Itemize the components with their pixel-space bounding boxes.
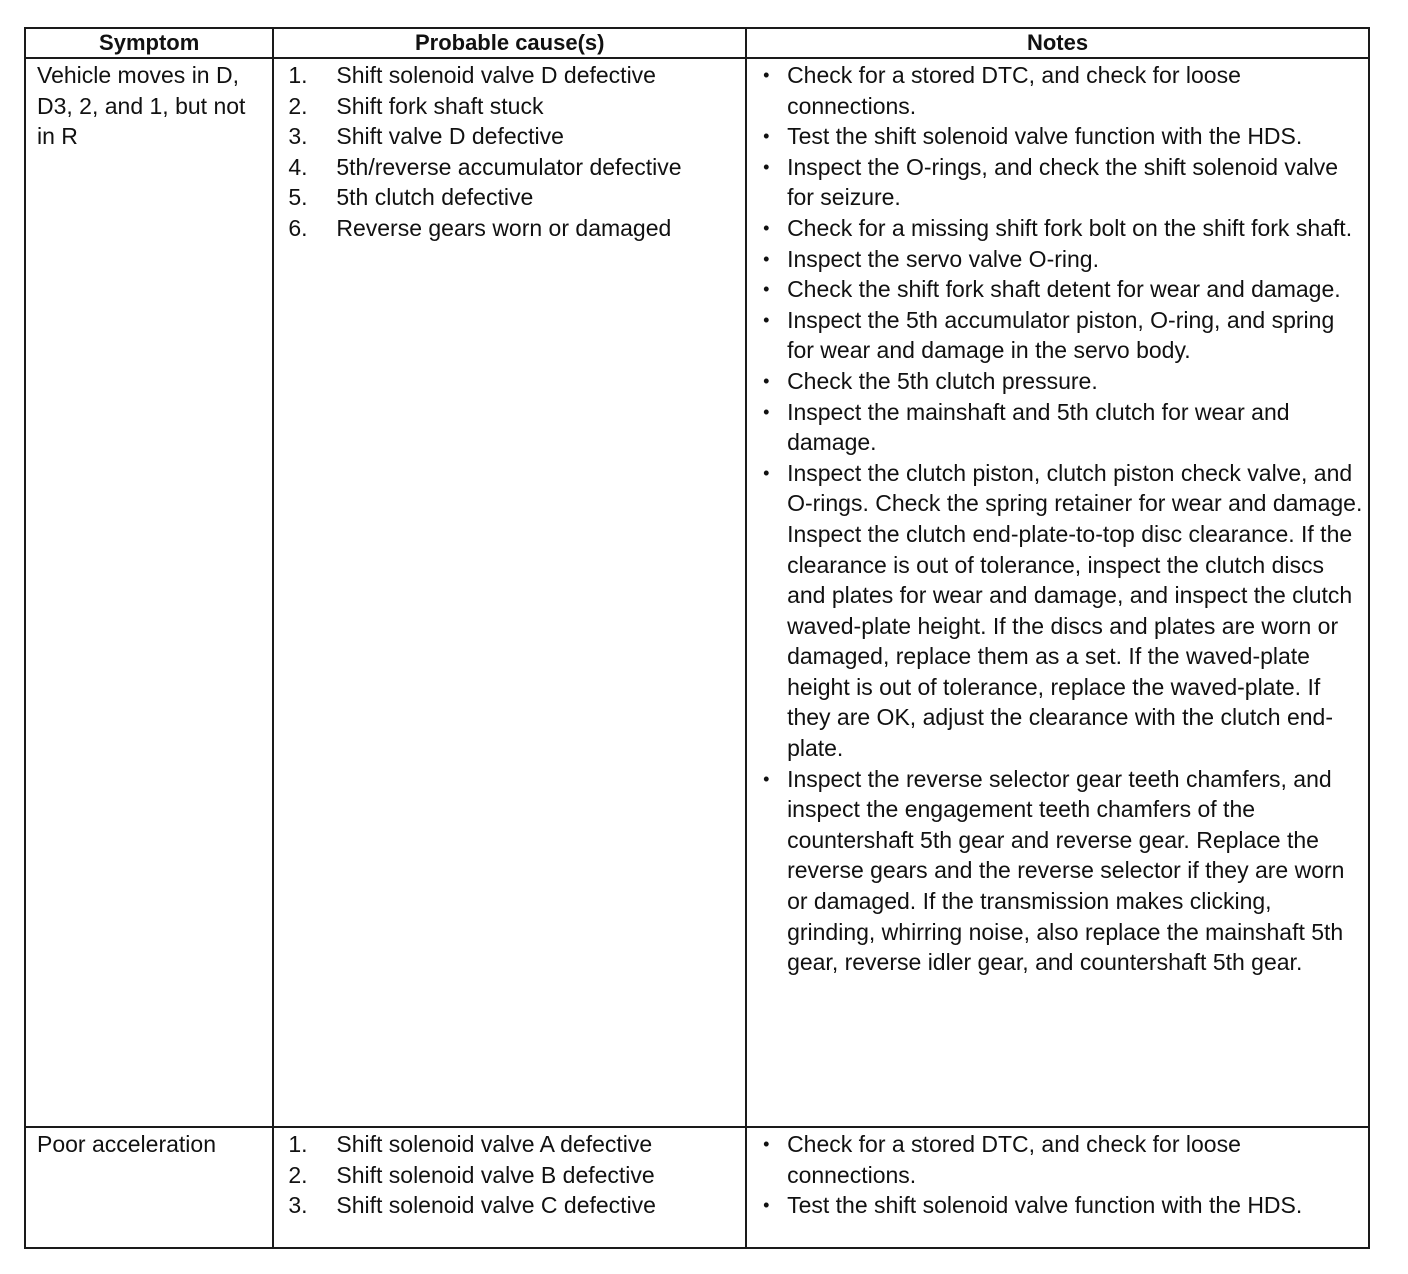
notes-cell xyxy=(746,58,1369,1127)
cause-number: 5. xyxy=(288,184,308,211)
cause-text: Shift fork shaft stuck xyxy=(336,92,544,119)
causes-cell xyxy=(273,58,746,1127)
causes-list xyxy=(288,1129,741,1221)
note-text: Inspect the servo valve O-ring. xyxy=(787,245,1099,272)
symptom-cell: Vehicle moves in D, D3, 2, and 1, but not in R xyxy=(25,58,273,1127)
header-symptom: Symptom xyxy=(25,28,273,58)
cause-number: 6. xyxy=(288,214,308,241)
header-notes: Notes xyxy=(746,28,1369,58)
note-item xyxy=(761,60,1364,121)
note-text: Inspect the clutch piston, clutch piston check valve, and O-rings. Check the spring retainer for wear and damage. Inspect the clutch end-plate-to-top disc clearance. If the clearance is out of tolerance, inspect the clutch discs and plates for wear and damage, and inspect the clutch waved-plate height. If the discs and plates are worn or damaged, replace them as a set. If the waved-plate height is out of tolerance, replace the waved-plate. If they are OK, adjust the clearance with the clutch end-plate. xyxy=(787,459,1363,762)
cause-item xyxy=(288,121,741,152)
causes-list xyxy=(288,60,741,244)
cause-text: Shift valve D defective xyxy=(336,123,564,150)
note-item xyxy=(761,274,1364,305)
note-text: Test the shift solenoid valve function with the HDS. xyxy=(787,1192,1303,1219)
bullet-icon: • xyxy=(763,1195,770,1216)
bullet-icon: • xyxy=(763,156,770,177)
note-item xyxy=(761,764,1364,978)
cause-number: 2. xyxy=(288,92,308,119)
cause-text: Shift solenoid valve D defective xyxy=(336,62,656,88)
table-row xyxy=(25,58,1369,1127)
bullet-icon: • xyxy=(763,126,770,147)
note-item xyxy=(761,244,1364,275)
cause-number: 4. xyxy=(288,153,308,180)
cause-number: 2. xyxy=(288,1161,308,1188)
bullet-icon: • xyxy=(763,462,770,483)
table-header-row xyxy=(25,28,1369,58)
cause-item xyxy=(288,1129,741,1160)
note-text: Inspect the 5th accumulator piston, O-ring, and spring for wear and damage in the servo body. xyxy=(787,306,1335,364)
note-item xyxy=(761,1129,1364,1190)
note-text: Check for a missing shift fork bolt on the shift fork shaft. xyxy=(787,214,1353,241)
cause-item xyxy=(288,1190,741,1221)
cause-number: 1. xyxy=(288,62,308,88)
notes-list xyxy=(761,60,1364,978)
cause-item xyxy=(288,152,741,183)
cause-text: 5th/reverse accumulator defective xyxy=(336,153,682,180)
cause-item xyxy=(288,1160,741,1191)
cause-text: Shift solenoid valve C defective xyxy=(336,1192,656,1219)
note-item xyxy=(761,213,1364,244)
cause-text: 5th clutch defective xyxy=(336,184,534,211)
note-text: Inspect the mainshaft and 5th clutch for wear and damage. xyxy=(787,398,1290,456)
bullet-icon: • xyxy=(763,768,770,789)
cause-item xyxy=(288,213,741,244)
bullet-icon: • xyxy=(763,370,770,391)
cause-item xyxy=(288,60,741,91)
bullet-icon: • xyxy=(763,279,770,300)
note-text: Check the shift fork shaft detent for wear and damage. xyxy=(787,276,1341,303)
note-text: Inspect the O-rings, and check the shift solenoid valve for seizure. xyxy=(787,153,1339,211)
note-text: Check for a stored DTC, and check for loose connections. xyxy=(787,62,1241,119)
cause-text: Reverse gears worn or damaged xyxy=(336,214,672,241)
bullet-icon: • xyxy=(763,401,770,422)
note-item xyxy=(761,397,1364,458)
bullet-icon: • xyxy=(763,65,770,85)
troubleshooting-table xyxy=(24,27,1370,1249)
cause-item xyxy=(288,182,741,213)
note-item xyxy=(761,458,1364,764)
note-item xyxy=(761,152,1364,213)
notes-list xyxy=(761,1129,1364,1221)
note-item xyxy=(761,1190,1364,1221)
header-probable-causes: Probable cause(s) xyxy=(273,28,746,58)
note-text: Inspect the reverse selector gear teeth chamfers, and inspect the engagement teeth chamfers of the countershaft 5th gear and reverse gear. Replace the reverse gears and the reverse selector if they are worn or damaged. If the transmission makes clicking, grinding, whirring noise, also replace the mainshaft 5th gear, reverse idler gear, and countershaft 5th gear. xyxy=(787,765,1345,976)
bullet-icon: • xyxy=(763,217,770,238)
cause-text: Shift solenoid valve A defective xyxy=(336,1131,653,1157)
bullet-icon: • xyxy=(763,309,770,330)
table-row xyxy=(25,1127,1369,1248)
note-text: Check the 5th clutch pressure. xyxy=(787,367,1098,394)
notes-cell xyxy=(746,1127,1369,1248)
cause-item xyxy=(288,91,741,122)
note-text: Test the shift solenoid valve function with the HDS. xyxy=(787,123,1303,150)
cause-number: 1. xyxy=(288,1131,308,1157)
bullet-icon: • xyxy=(763,1134,770,1154)
note-text: Check for a stored DTC, and check for loose connections. xyxy=(787,1131,1241,1188)
causes-cell xyxy=(273,1127,746,1248)
cause-number: 3. xyxy=(288,123,308,150)
bullet-icon: • xyxy=(763,248,770,269)
note-item xyxy=(761,366,1364,397)
note-item xyxy=(761,305,1364,366)
note-item xyxy=(761,121,1364,152)
symptom-cell: Poor acceleration xyxy=(25,1127,273,1248)
cause-text: Shift solenoid valve B defective xyxy=(336,1161,655,1188)
cause-number: 3. xyxy=(288,1192,308,1219)
